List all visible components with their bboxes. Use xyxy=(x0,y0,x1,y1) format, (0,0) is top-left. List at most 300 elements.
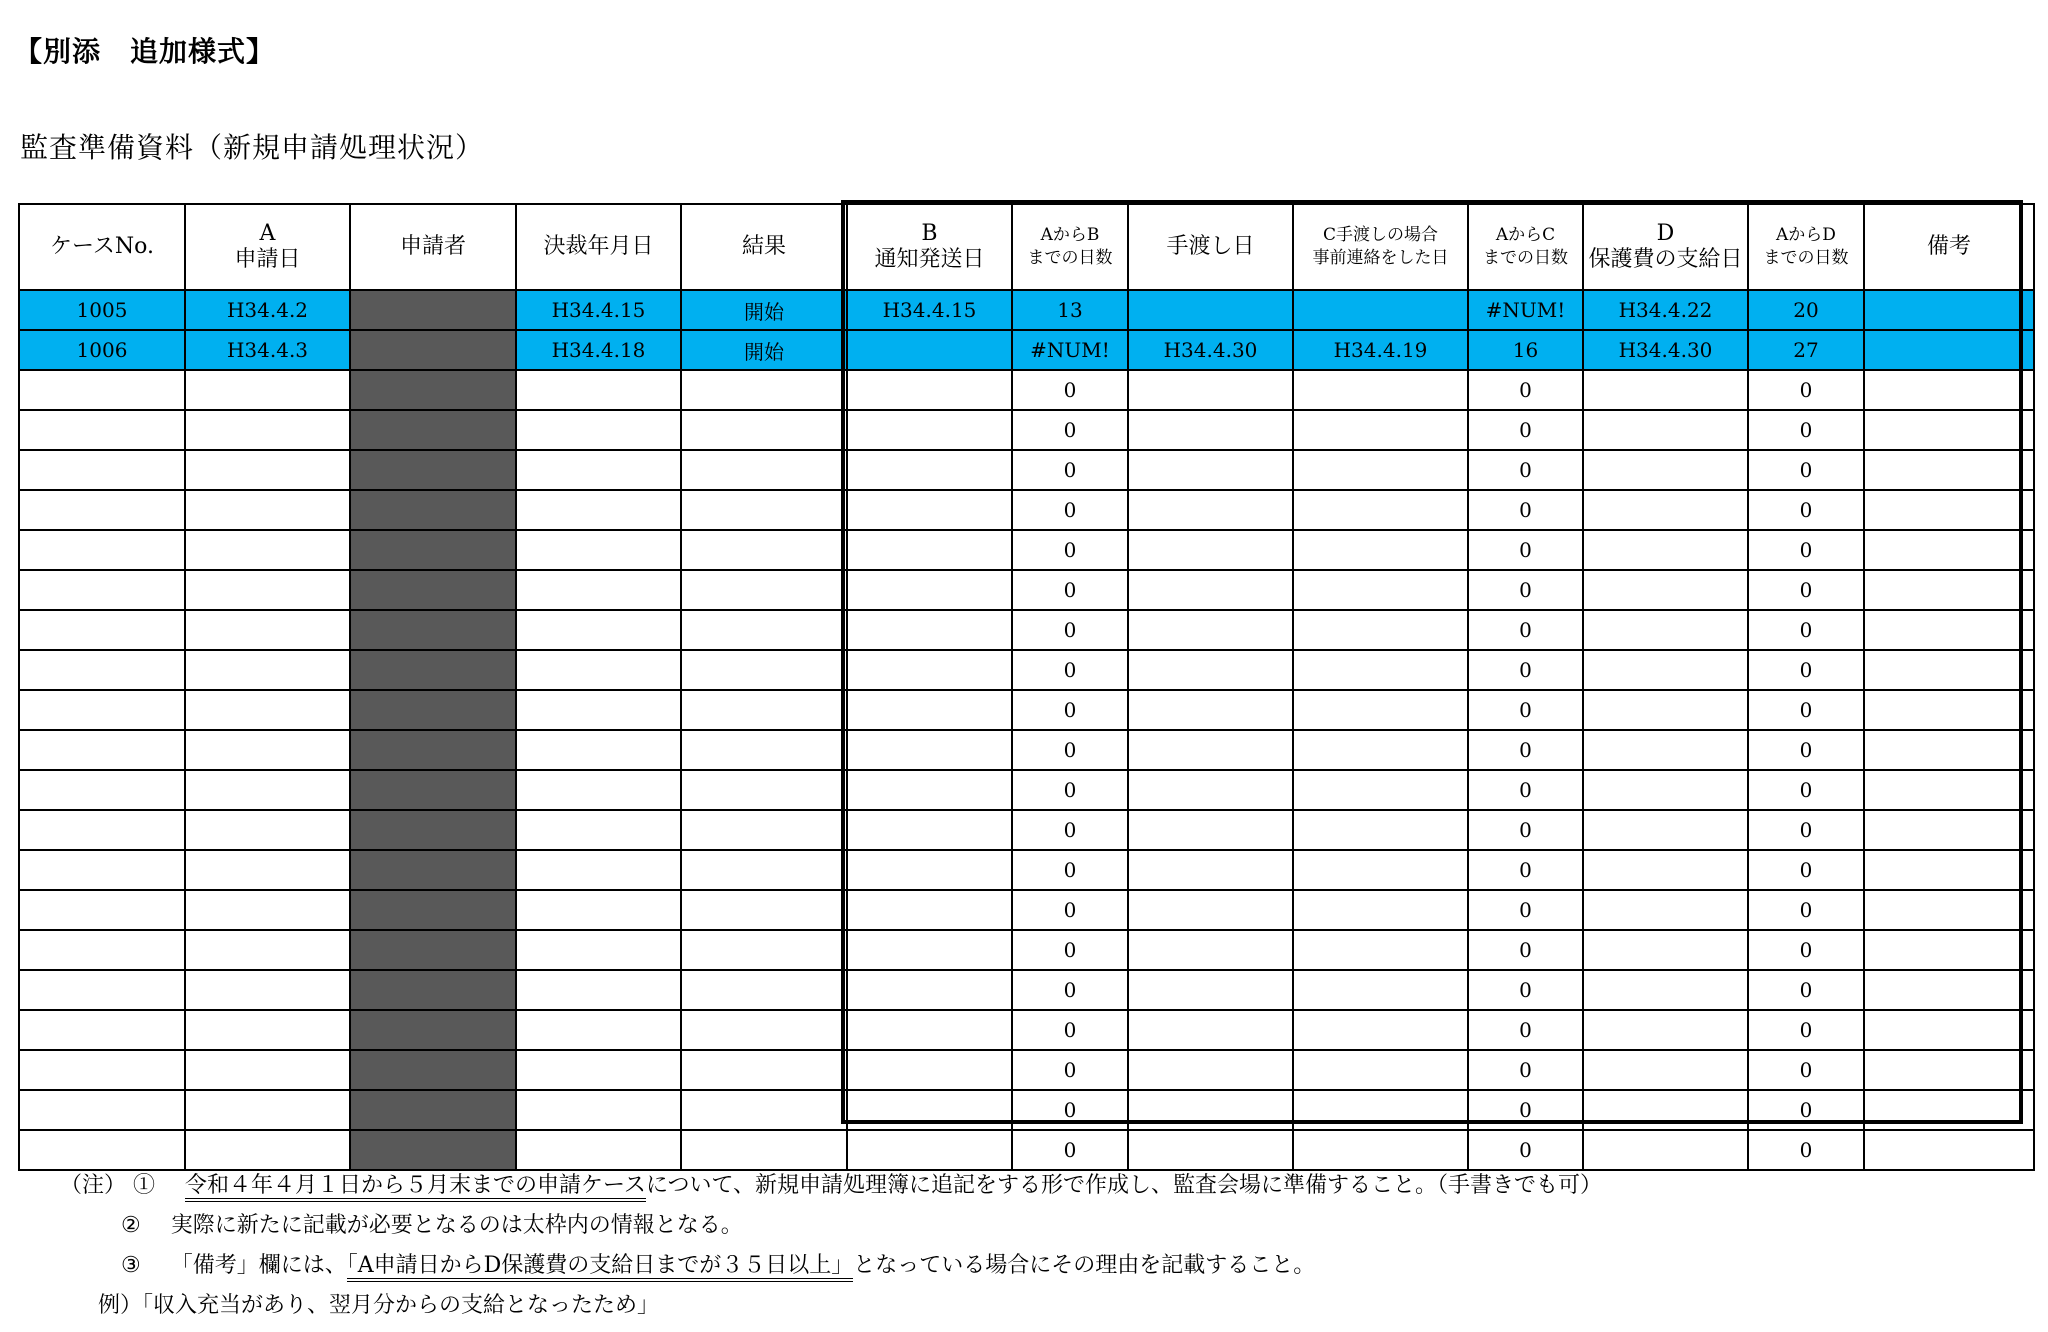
table-row xyxy=(19,530,2034,570)
column-header xyxy=(1864,204,2034,290)
applicant-cell xyxy=(350,530,516,570)
applicant-cell xyxy=(350,370,516,410)
table-cell xyxy=(681,490,847,530)
table-header-row xyxy=(19,204,2034,290)
table-cell xyxy=(1128,490,1293,530)
table-cell xyxy=(1293,810,1468,850)
table-cell xyxy=(681,530,847,570)
table-cell: H34.4.2 xyxy=(185,290,350,330)
table-cell: #NUM! xyxy=(1468,290,1583,330)
table-row xyxy=(19,1130,2034,1170)
table-cell xyxy=(847,370,1012,410)
table-cell xyxy=(1293,450,1468,490)
table-cell xyxy=(1864,610,2034,650)
note-3-marker: ③ xyxy=(121,1253,141,1278)
table-row xyxy=(19,1050,2034,1090)
table-cell xyxy=(185,1090,350,1130)
applicant-cell xyxy=(350,490,516,530)
table-cell: 0 xyxy=(1748,970,1864,1010)
table-cell xyxy=(185,1010,350,1050)
applicant-cell xyxy=(350,290,516,330)
table-cell xyxy=(516,1010,681,1050)
table-cell xyxy=(516,1050,681,1090)
table-cell xyxy=(19,450,185,490)
column-header-line-2: 通知発送日 xyxy=(874,247,985,272)
applicant-cell xyxy=(350,330,516,370)
document-subtitle: 監査準備資料（新規申請処理状況） xyxy=(20,131,485,164)
column-header-line-1: 結果 xyxy=(741,233,786,259)
note-1 xyxy=(60,1166,1602,1206)
table-cell xyxy=(516,970,681,1010)
column-header-line-1: 申請者 xyxy=(399,233,466,259)
table-cell xyxy=(847,1010,1012,1050)
notes-section xyxy=(60,1166,1602,1286)
table-cell xyxy=(19,1010,185,1050)
table-cell xyxy=(681,1010,847,1050)
column-header xyxy=(19,204,185,290)
applicant-cell xyxy=(350,570,516,610)
table-cell xyxy=(19,930,185,970)
table-cell: 0 xyxy=(1012,690,1128,730)
table-cell: H34.4.3 xyxy=(185,330,350,370)
table-cell xyxy=(1293,970,1468,1010)
table-cell: 0 xyxy=(1012,570,1128,610)
table-row xyxy=(19,810,2034,850)
table-cell xyxy=(1128,970,1293,1010)
table-cell: 0 xyxy=(1468,1090,1583,1130)
column-header-line-1: D xyxy=(1656,220,1675,246)
table-cell xyxy=(1293,610,1468,650)
table-cell: 0 xyxy=(1748,650,1864,690)
table-cell: 0 xyxy=(1012,850,1128,890)
table-row xyxy=(19,450,2034,490)
table-cell xyxy=(1293,930,1468,970)
table-cell xyxy=(1864,490,2034,530)
table-cell: 0 xyxy=(1468,530,1583,570)
table-cell xyxy=(185,650,350,690)
table-cell: 0 xyxy=(1748,890,1864,930)
table-cell xyxy=(1293,1050,1468,1090)
table-cell xyxy=(185,930,350,970)
table-cell xyxy=(1128,930,1293,970)
table-cell xyxy=(185,890,350,930)
table-cell: 13 xyxy=(1012,290,1128,330)
table-cell xyxy=(1128,570,1293,610)
table-cell: 0 xyxy=(1012,650,1128,690)
table-cell xyxy=(847,570,1012,610)
table-cell: 0 xyxy=(1012,970,1128,1010)
table-cell: 0 xyxy=(1468,650,1583,690)
table-cell: 0 xyxy=(1748,1090,1864,1130)
table-cell xyxy=(681,610,847,650)
table-cell xyxy=(1293,1090,1468,1130)
table-cell xyxy=(681,370,847,410)
table-cell xyxy=(1583,930,1748,970)
table-cell: 0 xyxy=(1468,1050,1583,1090)
column-header xyxy=(1468,204,1583,290)
table-cell xyxy=(681,890,847,930)
table-cell: 0 xyxy=(1468,1010,1583,1050)
table-cell xyxy=(1864,570,2034,610)
table-cell xyxy=(1293,650,1468,690)
table-cell xyxy=(185,570,350,610)
table-cell xyxy=(1864,970,2034,1010)
table-cell xyxy=(516,770,681,810)
table-cell xyxy=(19,770,185,810)
table-cell: 0 xyxy=(1012,1130,1128,1170)
table-cell xyxy=(1293,770,1468,810)
applicant-cell xyxy=(350,970,516,1010)
column-header-line-1: ケースNo. xyxy=(49,233,154,259)
table-cell xyxy=(1583,1130,1748,1170)
table-cell xyxy=(1583,450,1748,490)
table-cell xyxy=(847,1130,1012,1170)
table-cell xyxy=(1864,530,2034,570)
column-header xyxy=(1128,204,1293,290)
table-row xyxy=(19,770,2034,810)
document-heading: 【別添 追加様式】 xyxy=(14,35,276,68)
table-cell: 0 xyxy=(1748,730,1864,770)
table-cell xyxy=(19,970,185,1010)
table-cell: 0 xyxy=(1748,1010,1864,1050)
note-1-marker: ① xyxy=(133,1173,156,1198)
table-cell xyxy=(1864,1050,2034,1090)
table-cell: 0 xyxy=(1748,930,1864,970)
applicant-cell xyxy=(350,1010,516,1050)
table-cell xyxy=(1583,570,1748,610)
table-cell xyxy=(1864,890,2034,930)
column-header-line-1: 手渡し日 xyxy=(1166,233,1255,259)
column-header xyxy=(847,204,1012,290)
applicant-cell xyxy=(350,1090,516,1130)
applicant-cell xyxy=(350,930,516,970)
table-cell xyxy=(1128,1130,1293,1170)
table-cell xyxy=(1128,890,1293,930)
table-cell xyxy=(185,450,350,490)
table-cell xyxy=(516,570,681,610)
table-cell xyxy=(185,530,350,570)
table-cell xyxy=(1583,1050,1748,1090)
table-row xyxy=(19,930,2034,970)
table-cell xyxy=(1864,930,2034,970)
table-cell xyxy=(1128,810,1293,850)
table-cell: H34.4.30 xyxy=(1583,330,1748,370)
column-header-line-2: 保護費の支給日 xyxy=(1588,247,1743,272)
table-cell: 1006 xyxy=(19,330,185,370)
table-cell: 0 xyxy=(1748,1050,1864,1090)
table-row xyxy=(19,650,2034,690)
table-cell xyxy=(1128,1010,1293,1050)
column-header-line-2: 申請日 xyxy=(234,247,301,272)
note-2-text: 実際に新たに記載が必要となるのは太枠内の情報となる。 xyxy=(170,1213,743,1238)
table-cell: 0 xyxy=(1012,450,1128,490)
table-cell xyxy=(516,450,681,490)
table-cell: 0 xyxy=(1012,610,1128,650)
table-cell xyxy=(681,930,847,970)
column-header xyxy=(681,204,847,290)
table-cell xyxy=(847,1050,1012,1090)
table-cell: 開始 xyxy=(681,290,847,330)
table-cell xyxy=(1583,970,1748,1010)
table-cell xyxy=(1128,450,1293,490)
table-cell xyxy=(1128,370,1293,410)
table-cell xyxy=(1583,650,1748,690)
table-cell xyxy=(516,890,681,930)
note-1-underlined: 令和４年４月１日から５月末までの申請ケース xyxy=(185,1173,646,1202)
table-cell: 0 xyxy=(1468,930,1583,970)
table-cell: 0 xyxy=(1748,690,1864,730)
table-cell: 0 xyxy=(1012,370,1128,410)
table-cell: 20 xyxy=(1748,290,1864,330)
table-row xyxy=(19,970,2034,1010)
table-cell xyxy=(847,770,1012,810)
applicant-cell xyxy=(350,890,516,930)
table-cell xyxy=(1583,770,1748,810)
table-cell xyxy=(516,410,681,450)
table-cell xyxy=(1864,810,2034,850)
table-cell xyxy=(19,610,185,650)
table-cell xyxy=(681,1050,847,1090)
column-header-line-2: までの日数 xyxy=(1027,248,1113,268)
table-cell xyxy=(847,690,1012,730)
applicant-cell xyxy=(350,770,516,810)
table-cell: 0 xyxy=(1468,810,1583,850)
table-cell: 0 xyxy=(1468,890,1583,930)
table-row xyxy=(19,850,2034,890)
table-cell xyxy=(19,650,185,690)
table-cell xyxy=(1128,850,1293,890)
table-cell xyxy=(1583,1010,1748,1050)
table-cell xyxy=(847,610,1012,650)
table-cell xyxy=(1583,730,1748,770)
column-header-line-1: AからB xyxy=(1040,225,1100,246)
table-cell xyxy=(1864,770,2034,810)
table-cell xyxy=(19,890,185,930)
table-cell: 0 xyxy=(1012,1010,1128,1050)
table-cell xyxy=(19,1130,185,1170)
column-header-line-1: A xyxy=(259,220,276,246)
column-header-line-1: B xyxy=(921,220,938,246)
table-cell xyxy=(1583,410,1748,450)
table-cell xyxy=(516,850,681,890)
table-cell xyxy=(681,690,847,730)
table-row xyxy=(19,330,2034,370)
table-cell xyxy=(681,450,847,490)
column-header-line-1: 決裁年月日 xyxy=(543,233,654,259)
table-cell xyxy=(1583,610,1748,650)
column-header xyxy=(1012,204,1128,290)
column-header xyxy=(1583,204,1748,290)
table-cell xyxy=(1128,1090,1293,1130)
applicant-cell xyxy=(350,730,516,770)
table-cell xyxy=(681,770,847,810)
table-cell xyxy=(185,490,350,530)
table-cell xyxy=(1864,1090,2034,1130)
table-cell xyxy=(681,1090,847,1130)
table-cell: 0 xyxy=(1748,450,1864,490)
column-header-line-2: 事前連絡をした日 xyxy=(1312,248,1449,268)
table-cell: H34.4.19 xyxy=(1293,330,1468,370)
table-row xyxy=(19,290,2034,330)
table-row xyxy=(19,370,2034,410)
table-cell xyxy=(19,730,185,770)
table-cell xyxy=(1293,1010,1468,1050)
table-cell: 0 xyxy=(1012,1050,1128,1090)
table-row xyxy=(19,490,2034,530)
table-cell xyxy=(847,450,1012,490)
table-cell xyxy=(1293,890,1468,930)
table-cell xyxy=(516,930,681,970)
table-cell xyxy=(1864,730,2034,770)
table-cell: 0 xyxy=(1012,530,1128,570)
table-cell xyxy=(1293,1130,1468,1170)
table-cell xyxy=(847,810,1012,850)
table-cell xyxy=(1864,850,2034,890)
case-table xyxy=(18,203,2035,1171)
table-cell xyxy=(681,850,847,890)
table-cell xyxy=(185,850,350,890)
table-cell: 0 xyxy=(1468,410,1583,450)
table-cell: 0 xyxy=(1012,490,1128,530)
table-body xyxy=(19,290,2034,1170)
table-cell: 0 xyxy=(1468,730,1583,770)
table-cell: 0 xyxy=(1748,410,1864,450)
table-cell xyxy=(1293,530,1468,570)
table-cell xyxy=(1128,770,1293,810)
table-cell xyxy=(1583,810,1748,850)
table-cell xyxy=(516,690,681,730)
applicant-cell xyxy=(350,410,516,450)
table-cell xyxy=(1293,850,1468,890)
table-cell xyxy=(19,410,185,450)
table-cell xyxy=(19,690,185,730)
table-cell: H34.4.18 xyxy=(516,330,681,370)
table-cell: 0 xyxy=(1468,490,1583,530)
table-cell xyxy=(1864,330,2034,370)
table-cell xyxy=(1583,490,1748,530)
table-cell: 0 xyxy=(1012,890,1128,930)
table-cell xyxy=(681,970,847,1010)
note-3-pre: 「備考」欄には、 xyxy=(170,1253,347,1278)
table-cell xyxy=(185,370,350,410)
column-header xyxy=(516,204,681,290)
table-cell xyxy=(1864,290,2034,330)
table-cell xyxy=(185,1050,350,1090)
table-cell xyxy=(516,610,681,650)
table-cell xyxy=(681,1130,847,1170)
table-cell: 0 xyxy=(1748,770,1864,810)
table-cell xyxy=(1864,450,2034,490)
table-cell xyxy=(516,650,681,690)
table-cell xyxy=(185,690,350,730)
table-cell: 0 xyxy=(1748,530,1864,570)
table-cell: 0 xyxy=(1468,370,1583,410)
table-cell: 0 xyxy=(1012,730,1128,770)
table-cell xyxy=(1128,690,1293,730)
table-cell: #NUM! xyxy=(1012,330,1128,370)
column-header xyxy=(1293,204,1468,290)
table-cell: 0 xyxy=(1468,690,1583,730)
table-cell xyxy=(1864,410,2034,450)
table-cell: 0 xyxy=(1012,930,1128,970)
table-cell xyxy=(847,890,1012,930)
table-cell xyxy=(1128,410,1293,450)
table-cell xyxy=(1864,1010,2034,1050)
table-cell xyxy=(847,650,1012,690)
table-row xyxy=(19,890,2034,930)
table-cell: 0 xyxy=(1748,610,1864,650)
table-row xyxy=(19,1010,2034,1050)
table-row xyxy=(19,730,2034,770)
table-cell: 0 xyxy=(1468,610,1583,650)
column-header xyxy=(1748,204,1864,290)
note-3-post: となっている場合にその理由を記載すること。 xyxy=(853,1253,1316,1278)
table-cell xyxy=(1128,1050,1293,1090)
table-row xyxy=(19,1090,2034,1130)
applicant-cell xyxy=(350,1050,516,1090)
table-cell xyxy=(1583,530,1748,570)
table-cell xyxy=(19,490,185,530)
table-cell: 0 xyxy=(1468,1130,1583,1170)
column-header-line-1: 備考 xyxy=(1926,233,1971,259)
table-cell: 0 xyxy=(1468,850,1583,890)
note-2-marker: ② xyxy=(121,1213,141,1238)
note-label: （注） xyxy=(60,1173,127,1198)
note-1-text: について、新規申請処理簿に追記をする形で作成し、監査会場に準備すること。（手書きでも可） xyxy=(645,1173,1603,1198)
table-cell xyxy=(1128,730,1293,770)
table-cell: H34.4.30 xyxy=(1128,330,1293,370)
table-cell: 開始 xyxy=(681,330,847,370)
table-cell: 0 xyxy=(1012,410,1128,450)
table-cell xyxy=(1864,650,2034,690)
applicant-cell xyxy=(350,610,516,650)
table-cell xyxy=(681,730,847,770)
table-cell: 0 xyxy=(1748,850,1864,890)
table-cell xyxy=(1128,650,1293,690)
table-cell xyxy=(185,770,350,810)
table-cell xyxy=(516,730,681,770)
table-cell xyxy=(681,410,847,450)
table-cell: 0 xyxy=(1468,450,1583,490)
table-cell xyxy=(1128,290,1293,330)
table-cell xyxy=(847,530,1012,570)
column-header-line-1: AからC xyxy=(1495,225,1556,246)
note-2 xyxy=(60,1206,1602,1246)
table-cell xyxy=(19,570,185,610)
applicant-cell xyxy=(350,1130,516,1170)
table-cell: 27 xyxy=(1748,330,1864,370)
table-cell xyxy=(1583,370,1748,410)
table-cell xyxy=(1583,890,1748,930)
column-header-line-2: までの日数 xyxy=(1483,248,1568,268)
table-cell: H34.4.22 xyxy=(1583,290,1748,330)
table-cell: 0 xyxy=(1748,490,1864,530)
table-cell xyxy=(516,1130,681,1170)
table-row xyxy=(19,690,2034,730)
table-cell xyxy=(847,490,1012,530)
table-cell xyxy=(1583,1090,1748,1130)
table-cell: H34.4.15 xyxy=(847,290,1012,330)
table-cell: 0 xyxy=(1012,810,1128,850)
table-cell xyxy=(847,1090,1012,1130)
table-row xyxy=(19,610,2034,650)
table-cell xyxy=(1128,610,1293,650)
table-cell xyxy=(19,1050,185,1090)
table-cell xyxy=(516,530,681,570)
column-header xyxy=(185,204,350,290)
table-cell xyxy=(516,810,681,850)
table-cell xyxy=(847,410,1012,450)
